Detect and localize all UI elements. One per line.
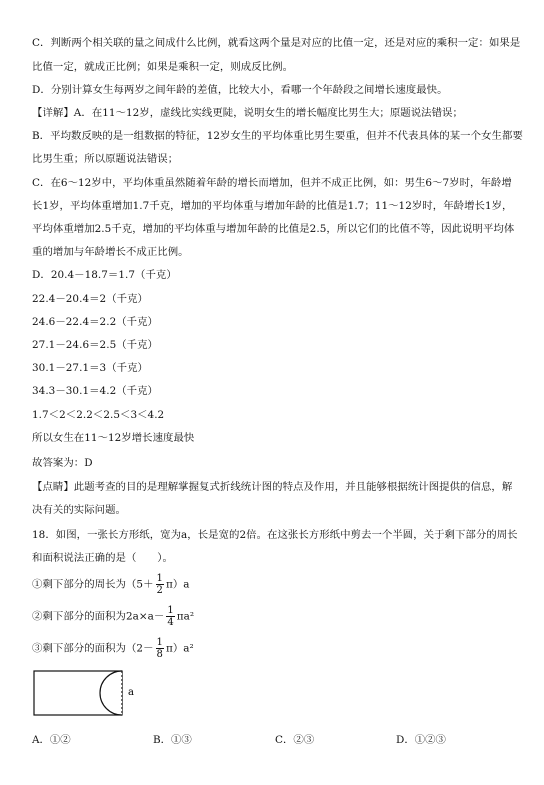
fraction-one-quarter: $\frac{1}{4}$ bbox=[167, 605, 174, 628]
answer-line: 故答案为：D bbox=[32, 457, 93, 469]
question-18-line: 18．如图，一张长方形纸，宽为a，长是宽的2倍。在这张长方形纸中剪去一个半圆，关于剩下部分的周长 bbox=[32, 529, 518, 541]
option-b[interactable]: B．①③ bbox=[153, 734, 192, 746]
option-a[interactable]: A．①② bbox=[32, 734, 71, 746]
calc-line: 34.3－30.1＝4.2（千克） bbox=[32, 385, 158, 397]
text-line: 比男生重；所以原题说法错误； bbox=[32, 153, 179, 165]
fraction-one-eighth: $\frac{1}{8}$ bbox=[156, 637, 163, 660]
question-18-line: 和面积说法正确的是（ ）。 bbox=[32, 552, 173, 564]
calc-line: D．20.4－18.7＝1.7（千克） bbox=[32, 269, 177, 281]
text-line: B．平均数反映的是一组数据的特征，12岁女生的平均体重比男生要重，但并不代表具体的某一个女生都要 bbox=[32, 130, 523, 142]
calc-line: 22.4－20.4＝2（千克） bbox=[32, 293, 148, 305]
calc-line: 30.1－27.1＝3（千克） bbox=[32, 362, 148, 374]
option-c[interactable]: C．②③ bbox=[275, 734, 315, 746]
text-line: 长1岁，平均体重增加1.7千克，增加的平均体重与增加年龄的比值是1.7；11～12岁时，年龄增长1岁， bbox=[32, 200, 513, 212]
detail-heading-line: 【详解】A．在11～12岁，虚线比实线更陡，说明女生的增长幅度比男生大；原题说法错误； bbox=[32, 107, 463, 119]
statement-3: ③剩下部分的面积为（2－ $\frac{1}{8}$ π）a² bbox=[32, 637, 194, 660]
calc-line: 27.1－24.6＝2.5（千克） bbox=[32, 339, 158, 351]
comparison-line: 1.7＜2＜2.2＜2.5＜3＜4.2 bbox=[32, 409, 165, 421]
option-d[interactable]: D．①②③ bbox=[396, 734, 446, 746]
remark-line: 决有关的实际问题。 bbox=[32, 504, 126, 516]
statement-1: ①剩下部分的周长为（5＋ $\frac{1}{2}$ π）a bbox=[32, 573, 190, 596]
remark-line: 【点睛】此题考查的目的是理解掌握复式折线统计图的特点及作用，并且能够根据统计图提供的信息，解 bbox=[32, 481, 513, 493]
text-line: D．分别计算女生每两岁之间年龄的差值，比较大小，看哪一个年龄段之间增长速度最快。 bbox=[32, 84, 448, 96]
width-label: a bbox=[128, 687, 134, 698]
fraction-one-half: $\frac{1}{2}$ bbox=[156, 573, 163, 596]
text-line: C．在6～12岁中，平均体重虽然随着年龄的增长而增加，但并不成正比例，如：男生6～7岁时，年龄增 bbox=[32, 177, 512, 189]
text-line: 平均体重增加2.5千克，增加的平均体重与增加年龄的比值是2.5，所以它们的比值不等，因此说明平均体 bbox=[32, 223, 515, 235]
calc-line: 24.6－22.4＝2.2（千克） bbox=[32, 316, 158, 328]
semicircle-cutout bbox=[100, 671, 122, 715]
conclusion-line: 所以女生在11～12岁增长速度最快 bbox=[32, 432, 195, 444]
text-line: C．判断两个相关联的量之间成什么比例，就看这两个量是对应的比值一定，还是对应的乘积一定：如果是 bbox=[32, 37, 521, 49]
statement-2: ②剩下部分的面积为2a×a－ $\frac{1}{4}$ πa² bbox=[32, 605, 195, 628]
text-line: 重的增加与年龄增长不成正比例。 bbox=[32, 246, 189, 258]
rectangle-semicircle-figure bbox=[30, 668, 150, 722]
text-line: 比值一定，就成正比例；如果是乘积一定，则成反比例。 bbox=[32, 61, 294, 73]
